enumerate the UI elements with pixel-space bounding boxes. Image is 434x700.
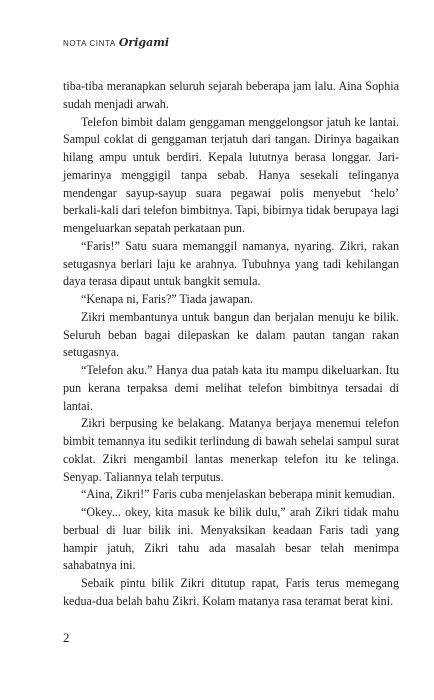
paragraph: Telefon bimbit dalam genggaman menggelongsor jatuh ke lantai. Sampul coklat di genggaman terjatuh dari tangan. Dirinya bagaikan hilang ampu untuk berdiri. Kepala lututnya berasa longgar. Jari-jemarinya menggigil tanpa sebab. Hanya sesekali telinganya mendengar sayup-sayup suara pegawai polis menyebut ‘helo’ berkali-kali dari telefon bimbitnya. Tapi, bibirnya tidak berupaya lagi mengeluarkan sepatah perkataan pun. (63, 114, 399, 235)
paragraph: “Faris!” Satu suara memanggil namanya, nyaring. Zikri, rakan setugasnya berlari laju ke arahnya. Tubuhnya yang tadi kehilangan daya terasa dipaut untuk bangkit semula. (63, 238, 399, 289)
paragraph: Zikri berpusing ke belakang. Matanya berjaya menemui telefon bimbit temannya itu sedikit terlindung di bawah sehelai sampul surat coklat. Zikri mengambil lantas menerkap telefon itu ke telinga. Senyap. Taliannya telah terputus. (63, 416, 399, 484)
paragraph: tiba-tiba meranapkan seluruh sejarah beberapa jam lalu. Aina Sophia sudah menjadi arwah. (63, 79, 399, 111)
paragraph: “Aina, Zikri!” Faris cuba menjelaskan beberapa minit kemudian. (81, 487, 395, 502)
header-title: NOTA CINTA (63, 39, 116, 48)
paragraph: Zikri membantunya untuk bangun dan berjalan menuju ke bilik. Seluruh beban bagai dilepaskan ke dalam pautan tangan rakan setugasnya. (63, 309, 399, 360)
page-number: 2 (63, 630, 70, 645)
running-header (63, 36, 169, 49)
paragraph: “Okey... okey, kita masuk ke bilik dulu,” arah Zikri tidak mahu berbual di luar bilik ini. Menyaksikan keadaan Faris tadi yang hampir jatuh, Zikri tahu ada masalah besar telah menimpa sahabatnya ini. (63, 505, 399, 573)
page-body (63, 78, 399, 611)
paragraph: Sebaik pintu bilik Zikri ditutup rapat, Faris terus memegang kedua-dua belah bahu Zikri. Kolam matanya rasa teramat berat kini. (63, 576, 399, 608)
header-title-script: Origami (118, 36, 170, 49)
paragraph: “Kenapa ni, Faris?” Tiada jawapan. (81, 292, 253, 306)
paragraph: “Telefon aku.” Hanya dua patah kata itu mampu dikeluarkan. Itu pun kerana terpaksa demi melihat telefon bimbitnya tersadai di lantai. (63, 363, 399, 413)
